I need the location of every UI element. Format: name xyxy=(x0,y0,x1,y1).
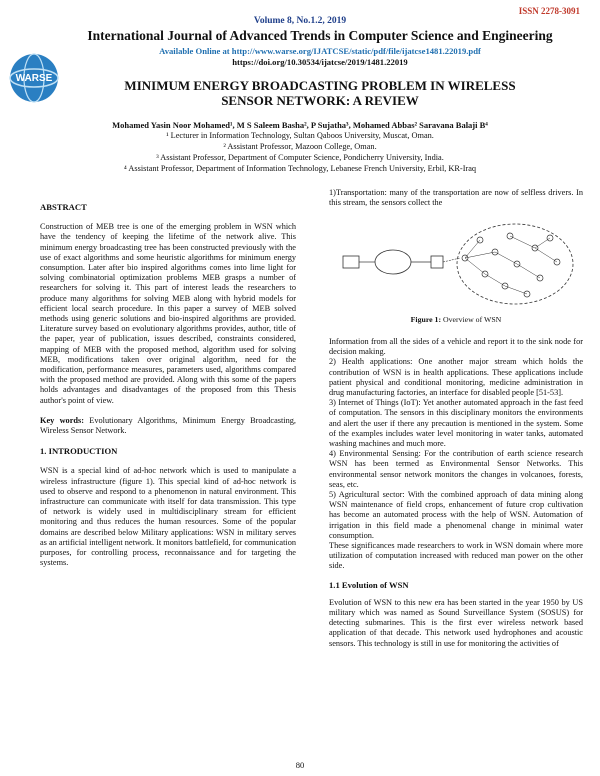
abstract-heading: ABSTRACT xyxy=(40,202,87,212)
affiliation-4: ⁴ Assistant Professor, Department of Information Technology, Lebanese French University, Erbil, KR-Iraq xyxy=(123,164,477,173)
right-paragraph-3: 3) Internet of Things (IoT): Yet another automated approach in the fast feed of computation. The sensors in this disciplinary monitors the environments and alert the user if there any precaution is mentioned in the system. Some of the examples includes water level monitoring in water tanks, automated washing machines and much more. xyxy=(329,398,583,449)
right-paragraph-4: 4) Environmental Sensing: For the contribution of earth science research WSN has been termed as Environmental Sensor Networks. This environmental sensor network monitors the changes in volcanoes, forests, seas, etc. xyxy=(329,449,583,489)
right-paragraph-6: These significances made researchers to work in WSN domain where more utilization of computation increased with reduced man power on the other side. xyxy=(329,541,583,571)
affiliation-1: ¹ Lecturer in Information Technology, Sultan Qaboos University, Muscat, Oman. xyxy=(166,131,434,140)
right-top-text: 1)Transportation: many of the transportation are now of selfless drivers. In this stream, the sensors collect the xyxy=(329,188,583,208)
journal-name: International Journal of Advanced Trends in Computer Science and Engineering xyxy=(87,28,553,43)
affiliation-3: ³ Assistant Professor, Department of Computer Science, Pondicherry University, India. xyxy=(156,153,444,162)
keywords-text: Evolutionary Algorithms, Minimum Energy Broadcasting, Wireless Sensor Network. xyxy=(40,415,296,436)
right-paragraph-2: 2) Health applications: One another major stream which holds the contribution of WSN is in health applications. These applications include patient physical and conditional monitoring, medicine administration in drug manufacturing factories, an interface for disabled people [51-53]. xyxy=(329,357,583,398)
page-number: 80 xyxy=(295,760,305,770)
sink-node xyxy=(431,256,443,268)
keywords-label: Key words: xyxy=(40,415,84,425)
evolution-heading: 1.1 Evolution of WSN xyxy=(329,579,409,590)
right-column xyxy=(329,337,583,649)
user-computer-icon xyxy=(343,256,359,268)
keywords xyxy=(40,416,296,436)
figure-caption-label: Figure 1: xyxy=(410,315,442,324)
doi-link[interactable]: https://doi.org/10.30534/ijatcse/2019/1481.22019 xyxy=(232,57,408,67)
wsn-overview-figure xyxy=(335,218,575,310)
internet-cloud xyxy=(375,250,411,274)
intro-heading: 1. INTRODUCTION xyxy=(40,446,118,457)
left-column xyxy=(40,202,296,569)
affiliation-2: ² Assistant Professor, Mazoon College, Oman. xyxy=(223,142,377,151)
authors: Mohamed Yasin Noor Mohamed¹, M S Saleem Basha², P Sujatha³, Mohamed Abbas² Saravana Balaji B⁴ xyxy=(112,120,488,130)
logo-text: WARSE xyxy=(15,73,53,84)
title-line-2: SENSOR NETWORK: A REVIEW xyxy=(221,93,419,108)
right-paragraph-1: Information from all the sides of a vehicle and report it to the sink node for decision making. xyxy=(329,337,583,357)
sensor-nodes xyxy=(462,233,560,297)
paper-title xyxy=(40,78,600,108)
right-paragraph-5: 5) Agricultural sector: With the combined approach of data mining along WSN maintenance of field crops, enhancement of future crop cultivation has become an automated process with the help of WSN. Automation of irrigation in this field made a phenomenal change in minimal water consumption. xyxy=(329,490,583,540)
intro-text: WSN is a special kind of ad-hoc network which is used to manipulate a wireless infrastructure (figure 1). This special kind of ad-hoc network is used to observe and respond to a phenomenon in natural environment. This infrastructure can communicate with itself for data transmission. This type of network is widely used in multidisciplinary stream for efficient monitoring and thus reduces the human resources. Some of the popular domains are described below Military applications: WSN in military serves as an artificial intelligent network. It monitors battlefield, for communication purposes, for controlling process, reconnaissance and for targeting the systems. xyxy=(40,466,296,568)
issn: ISSN 2278-3091 xyxy=(518,6,580,16)
available-link[interactable]: Available Online at http://www.warse.org/IJATCSE/static/pdf/file/ijatcse1481.22019.pdf xyxy=(159,46,481,56)
evolution-text: Evolution of WSN to this new era has been started in the year 1950 by US military which was named as Sound Surveillance System (SOSUS) for detecting submarines. This is the first ever wireless network based application of that decade. This network used hydrophones and acoustic sensors. This technology is still in use for monitoring the activities of xyxy=(329,597,583,648)
sensor-links xyxy=(465,236,557,294)
figure-caption-text: Overview of WSN xyxy=(441,315,502,324)
volume-line: Volume 8, No.1.2, 2019 xyxy=(253,16,347,26)
title-line-1: MINIMUM ENERGY BROADCASTING PROBLEM IN WIRELESS xyxy=(124,78,516,93)
figure-caption xyxy=(329,315,583,324)
abstract-text: Construction of MEB tree is one of the emerging problem in WSN which have the tendency of keeping the lifetime of the network alive. This minimum energy broadcasting tree has been constructed previously with the use of exact algorithms and some heuristic algorithms for minimum energy consumption. Later after bio inspired algorithms comes into lime light for solving combinatorial optimization problems MEB grasps a number of researchers for solving it. This part of interest leads the researchers to produce many algorithms for solving MEB along with hybrid models for efficient local search procedure. In this paper a survey of MEB solved methods using generic solutions and bio-inspired algorithms are provided. Literature survey based on evolutionary algorithms provides, author, title of the paper, year of publication, issues described, constraints considered, mapping of MEB with the proposed method, algorithm used for solving MEB, modifications taken over original algorithm, need for the modification, performance measures, parameters used, algorithms compared with the proposed method are provided. Along with this some of the papers holds advantages and disadvantages of the proposed from this Thesis author's point of view. xyxy=(40,222,296,405)
